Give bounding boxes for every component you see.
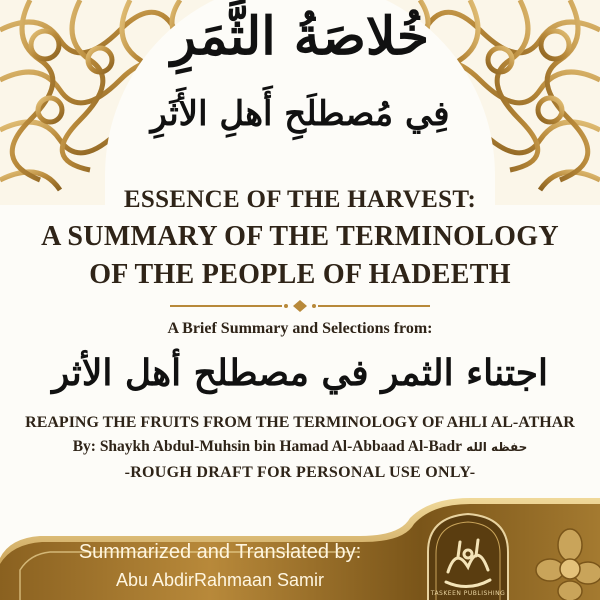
arabic-source-title: اجتناء الثمر في مصطلح أهل الأثر bbox=[51, 352, 549, 394]
ornamental-divider bbox=[170, 300, 430, 312]
translator-label: Summarized and Translated by: bbox=[78, 541, 362, 563]
author-line bbox=[0, 438, 600, 456]
source-title-english: REAPING THE FRUITS FROM THE TERMINOLOGY OF AHLI AL-ATHAR bbox=[25, 414, 575, 431]
publisher-seal-icon bbox=[418, 512, 518, 600]
author-honorific: حفظه الله bbox=[466, 440, 528, 454]
english-title-line-2: A SUMMARY OF THE TERMINOLOGY bbox=[41, 221, 559, 252]
translator-name: Abu AbdirRahmaan Samir bbox=[115, 570, 325, 590]
arabic-subtitle: فِي مُصطلَحِ أَهلِ الأَثَرِ bbox=[150, 94, 450, 134]
floral-ornament-icon bbox=[530, 525, 600, 600]
english-title-line-3: OF THE PEOPLE OF HADEETH bbox=[89, 259, 511, 290]
arabic-title: خُلاصَةُ الثَّمَرِ bbox=[170, 6, 430, 67]
english-title-line-1: ESSENCE OF THE HARVEST: bbox=[123, 186, 477, 213]
publisher-seal-caption: TASKEEN PUBLISHING bbox=[430, 590, 506, 597]
author-name: By: Shaykh Abdul-Muhsin bin Hamad Al-Abbaad Al-Badr bbox=[72, 438, 463, 455]
draft-notice: -ROUGH DRAFT FOR PERSONAL USE ONLY- bbox=[124, 464, 476, 481]
summary-intro: A Brief Summary and Selections from: bbox=[167, 320, 433, 337]
